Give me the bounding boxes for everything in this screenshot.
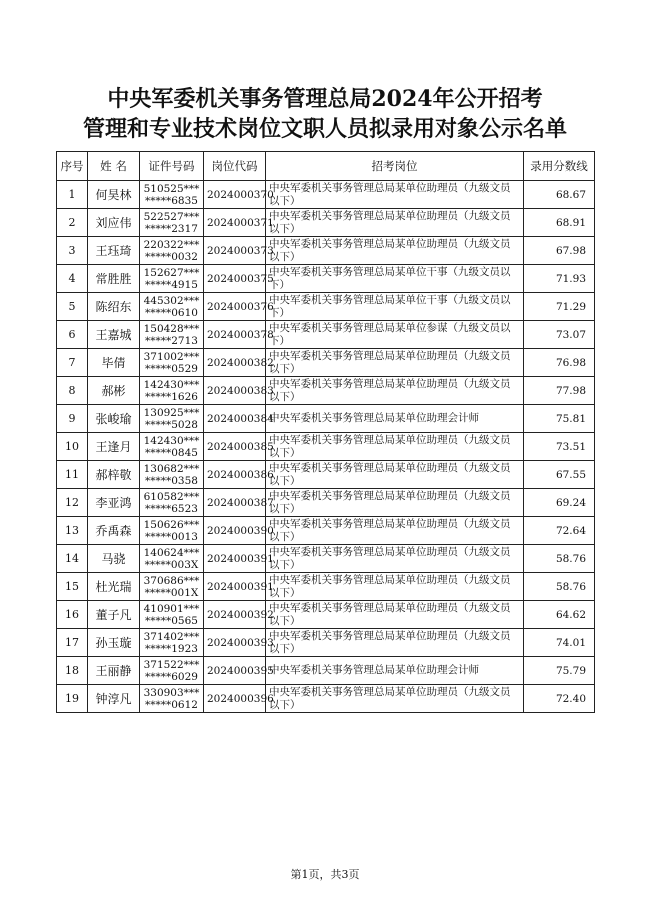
id-number: 130925********5028 xyxy=(140,405,204,433)
position-code: 2024000383 xyxy=(204,377,266,405)
table-row xyxy=(57,545,595,573)
position-title: 中央军委机关事务管理总局某单位参谋（九级文员以下） xyxy=(266,321,524,349)
table-row xyxy=(57,209,595,237)
id-number: 150428********2713 xyxy=(140,321,204,349)
table-row xyxy=(57,461,595,489)
score-line: 68.67 xyxy=(524,181,595,209)
position-code: 2024000386 xyxy=(204,461,266,489)
id-number: 370686********001X xyxy=(140,573,204,601)
row-number: 18 xyxy=(57,657,88,685)
id-number: 371522********6029 xyxy=(140,657,204,685)
row-number: 4 xyxy=(57,265,88,293)
id-number: 142430********1626 xyxy=(140,377,204,405)
score-line: 75.81 xyxy=(524,405,595,433)
candidate-name: 郝梓敬 xyxy=(88,461,140,489)
candidate-name: 孙玉璇 xyxy=(88,629,140,657)
row-number: 15 xyxy=(57,573,88,601)
candidate-name: 郝彬 xyxy=(88,377,140,405)
table-row xyxy=(57,601,595,629)
position-title: 中央军委机关事务管理总局某单位助理员（九级文员以下） xyxy=(266,349,524,377)
candidate-name: 毕倩 xyxy=(88,349,140,377)
candidate-name: 王逢月 xyxy=(88,433,140,461)
id-number: 150626********0013 xyxy=(140,517,204,545)
position-title: 中央军委机关事务管理总局某单位助理员（九级文员以下） xyxy=(266,181,524,209)
score-line: 72.64 xyxy=(524,517,595,545)
candidate-name: 王丽静 xyxy=(88,657,140,685)
document-title-line-1: 中央军委机关事务管理总局2024年公开招考 xyxy=(107,86,543,112)
id-number: 220322********0032 xyxy=(140,237,204,265)
candidate-name: 王嘉城 xyxy=(88,321,140,349)
score-line: 73.51 xyxy=(524,433,595,461)
score-line: 72.40 xyxy=(524,685,595,713)
candidate-name: 乔禹森 xyxy=(88,517,140,545)
position-code: 2024000396 xyxy=(204,685,266,713)
id-number: 510525********6835 xyxy=(140,181,204,209)
row-number: 7 xyxy=(57,349,88,377)
position-title: 中央军委机关事务管理总局某单位助理会计师 xyxy=(266,657,524,685)
table-row xyxy=(57,377,595,405)
score-line: 67.98 xyxy=(524,237,595,265)
table-row xyxy=(57,405,595,433)
candidate-name: 陈绍东 xyxy=(88,293,140,321)
page-number: 第1页，共3页 xyxy=(290,868,360,881)
score-line: 68.91 xyxy=(524,209,595,237)
position-code: 2024000385 xyxy=(204,433,266,461)
candidate-name: 常胜胜 xyxy=(88,265,140,293)
position-title: 中央军委机关事务管理总局某单位助理员（九级文员以下） xyxy=(266,629,524,657)
header-id-number: 证件号码 xyxy=(140,152,204,181)
score-line: 69.24 xyxy=(524,489,595,517)
table-row xyxy=(57,629,595,657)
document-title-line-2: 管理和专业技术岗位文职人员拟录用对象公示名单 xyxy=(82,116,567,142)
position-code: 2024000384 xyxy=(204,405,266,433)
score-line: 67.55 xyxy=(524,461,595,489)
id-number: 610582********6523 xyxy=(140,489,204,517)
position-code: 2024000373 xyxy=(204,237,266,265)
id-number: 410901********0565 xyxy=(140,601,204,629)
table-row xyxy=(57,489,595,517)
row-number: 2 xyxy=(57,209,88,237)
table-row xyxy=(57,517,595,545)
row-number: 19 xyxy=(57,685,88,713)
candidate-name: 李亚鸿 xyxy=(88,489,140,517)
score-line: 64.62 xyxy=(524,601,595,629)
row-number: 12 xyxy=(57,489,88,517)
candidate-table xyxy=(56,151,595,713)
position-code: 2024000391 xyxy=(204,545,266,573)
position-title: 中央军委机关事务管理总局某单位助理员（九级文员以下） xyxy=(266,433,524,461)
header-position-code: 岗位代码 xyxy=(204,152,266,181)
table-header-row xyxy=(57,152,595,181)
position-code: 2024000370 xyxy=(204,181,266,209)
position-title: 中央军委机关事务管理总局某单位助理会计师 xyxy=(266,405,524,433)
candidate-name: 钟淳凡 xyxy=(88,685,140,713)
position-code: 2024000382 xyxy=(204,349,266,377)
score-line: 71.29 xyxy=(524,293,595,321)
id-number: 142430********0845 xyxy=(140,433,204,461)
table-row xyxy=(57,321,595,349)
table-row xyxy=(57,349,595,377)
position-code: 2024000376 xyxy=(204,293,266,321)
header-score-line: 录用分数线 xyxy=(524,152,595,181)
header-name: 姓 名 xyxy=(88,152,140,181)
position-code: 2024000395 xyxy=(204,657,266,685)
table-row xyxy=(57,433,595,461)
header-position: 招考岗位 xyxy=(266,152,524,181)
table-row xyxy=(57,181,595,209)
candidate-name: 马骁 xyxy=(88,545,140,573)
id-number: 371002********0529 xyxy=(140,349,204,377)
score-line: 75.79 xyxy=(524,657,595,685)
table-row xyxy=(57,293,595,321)
table-row xyxy=(57,573,595,601)
id-number: 371402********1923 xyxy=(140,629,204,657)
position-code: 2024000391 xyxy=(204,573,266,601)
table-row xyxy=(57,685,595,713)
score-line: 77.98 xyxy=(524,377,595,405)
position-title: 中央军委机关事务管理总局某单位助理员（九级文员以下） xyxy=(266,545,524,573)
position-title: 中央军委机关事务管理总局某单位助理员（九级文员以下） xyxy=(266,237,524,265)
header-number: 序号 xyxy=(57,152,88,181)
id-number: 445302********0610 xyxy=(140,293,204,321)
id-number: 522527********2317 xyxy=(140,209,204,237)
id-number: 152627********4915 xyxy=(140,265,204,293)
table-row xyxy=(57,237,595,265)
position-code: 2024000393 xyxy=(204,629,266,657)
id-number: 330903********0612 xyxy=(140,685,204,713)
position-title: 中央军委机关事务管理总局某单位助理员（九级文员以下） xyxy=(266,377,524,405)
table-row xyxy=(57,657,595,685)
id-number: 130682********0358 xyxy=(140,461,204,489)
row-number: 14 xyxy=(57,545,88,573)
candidate-name: 何昊林 xyxy=(88,181,140,209)
score-line: 71.93 xyxy=(524,265,595,293)
position-title: 中央军委机关事务管理总局某单位助理员（九级文员以下） xyxy=(266,209,524,237)
row-number: 1 xyxy=(57,181,88,209)
score-line: 73.07 xyxy=(524,321,595,349)
candidate-name: 杜光瑞 xyxy=(88,573,140,601)
candidate-name: 刘应伟 xyxy=(88,209,140,237)
position-title: 中央军委机关事务管理总局某单位助理员（九级文员以下） xyxy=(266,461,524,489)
position-code: 2024000387 xyxy=(204,489,266,517)
score-line: 74.01 xyxy=(524,629,595,657)
position-code: 2024000371 xyxy=(204,209,266,237)
position-title: 中央军委机关事务管理总局某单位助理员（九级文员以下） xyxy=(266,573,524,601)
row-number: 13 xyxy=(57,517,88,545)
position-title: 中央军委机关事务管理总局某单位助理员（九级文员以下） xyxy=(266,601,524,629)
position-code: 2024000375 xyxy=(204,265,266,293)
position-code: 2024000392 xyxy=(204,601,266,629)
score-line: 58.76 xyxy=(524,573,595,601)
score-line: 58.76 xyxy=(524,545,595,573)
position-title: 中央军委机关事务管理总局某单位干事（九级文员以下） xyxy=(266,265,524,293)
id-number: 140624********003X xyxy=(140,545,204,573)
table-row xyxy=(57,265,595,293)
position-title: 中央军委机关事务管理总局某单位助理员（九级文员以下） xyxy=(266,489,524,517)
row-number: 11 xyxy=(57,461,88,489)
position-title: 中央军委机关事务管理总局某单位助理员（九级文员以下） xyxy=(266,517,524,545)
row-number: 10 xyxy=(57,433,88,461)
candidate-name: 王珏琦 xyxy=(88,237,140,265)
position-title: 中央军委机关事务管理总局某单位助理员（九级文员以下） xyxy=(266,685,524,713)
candidate-name: 董子凡 xyxy=(88,601,140,629)
row-number: 5 xyxy=(57,293,88,321)
position-code: 2024000378 xyxy=(204,321,266,349)
row-number: 3 xyxy=(57,237,88,265)
candidate-name: 张峻瑜 xyxy=(88,405,140,433)
row-number: 17 xyxy=(57,629,88,657)
row-number: 6 xyxy=(57,321,88,349)
row-number: 8 xyxy=(57,377,88,405)
position-title: 中央军委机关事务管理总局某单位干事（九级文员以下） xyxy=(266,293,524,321)
position-code: 2024000390 xyxy=(204,517,266,545)
score-line: 76.98 xyxy=(524,349,595,377)
row-number: 16 xyxy=(57,601,88,629)
row-number: 9 xyxy=(57,405,88,433)
